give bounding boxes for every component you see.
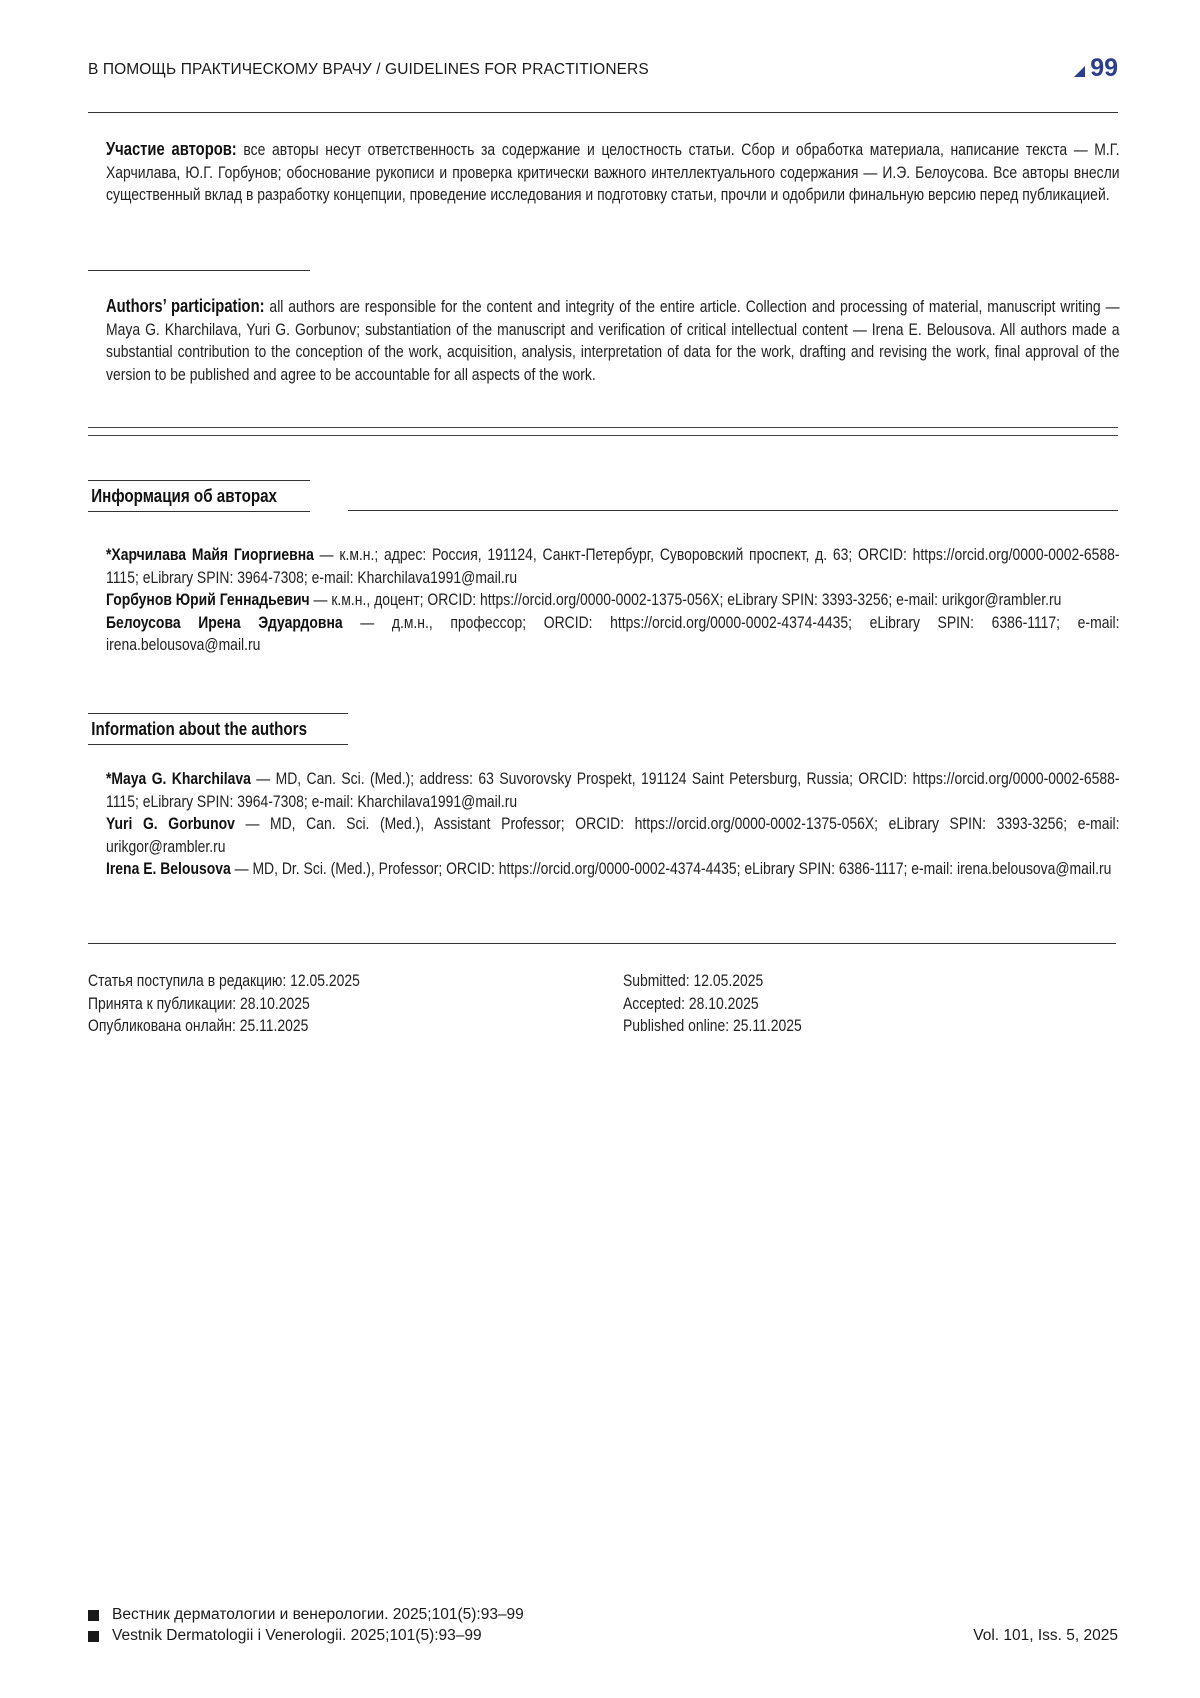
- footer-volume: Vol. 101, Iss. 5, 2025: [973, 1627, 1118, 1644]
- author-ru-2: [106, 589, 1120, 612]
- author-en-2-name: Yuri G. Gorbunov: [106, 814, 235, 833]
- double-rule-top: [88, 427, 1118, 428]
- date-published-ru: Опубликована онлайн: 25.11.2025: [88, 1016, 309, 1035]
- author-ru-3: [106, 612, 1120, 657]
- authors-ru-list: [106, 544, 1120, 657]
- author-en-1-details: — MD, Can. Sci. (Med.); address: 63 Suvorovsky Prospekt, 191124 Saint Petersburg, Russia; ORCID: https://orcid.org/0000-0002-6588-1115; eLibrary SPIN: 3964-7308; e-mail: Kharchilava1991@mail.ru: [106, 769, 1120, 811]
- author-en-3-name: Irena E. Belousova: [106, 859, 231, 878]
- footer-citation-en: [88, 1627, 482, 1645]
- authors-en-heading-box: [88, 713, 348, 745]
- dates-en: [623, 970, 802, 1038]
- date-submitted-ru: Статья поступила в редакцию: 12.05.2025: [88, 971, 360, 990]
- date-published-en: Published online: 25.11.2025: [623, 1016, 802, 1035]
- double-rule-bottom: [88, 435, 1118, 436]
- author-en-1: [106, 768, 1120, 813]
- participation-en: [106, 295, 1120, 386]
- footer-citation-ru: [88, 1606, 524, 1624]
- date-submitted-en: Submitted: 12.05.2025: [623, 971, 764, 990]
- dates-ru: [88, 970, 360, 1038]
- authors-ru-heading-rule: [348, 510, 1118, 511]
- page-number: 99: [1090, 54, 1118, 82]
- square-bullet-icon: [88, 1610, 99, 1621]
- authors-ru-heading-box: [88, 480, 310, 512]
- page-number-block: [1074, 54, 1118, 83]
- section-divider-short: [88, 270, 310, 271]
- date-accepted-en: Accepted: 28.10.2025: [623, 993, 759, 1013]
- author-ru-1: [106, 544, 1120, 589]
- author-ru-1-name: *Харчилава Майя Гиоргиевна: [106, 545, 314, 564]
- author-ru-1-details: — к.м.н.; адрес: Россия, 191124, Санкт-Петербург, Суворовский проспект, д. 63; ORCID: https://orcid.org/0000-0002-6588-1115; eLibrary SPIN: 3964-7308; e-mail: Kharchilava1991@mail.ru: [106, 545, 1120, 587]
- author-en-1-name: *Maya G. Kharchilava: [106, 769, 251, 788]
- authors-en-heading: Information about the authors: [91, 718, 308, 739]
- author-ru-2-name: Горбунов Юрий Геннадьевич: [106, 590, 310, 609]
- running-title: В ПОМОЩЬ ПРАКТИЧЕСКОМУ ВРАЧУ / GUIDELINES FOR PRACTITIONERS: [88, 61, 649, 78]
- triangle-icon: [1074, 66, 1085, 77]
- author-en-2: [106, 813, 1120, 858]
- date-accepted-ru: Принята к публикации: 28.10.2025: [88, 993, 310, 1013]
- participation-ru: [106, 138, 1120, 207]
- author-en-3: [106, 858, 1120, 881]
- citation-ru-text: Вестник дерматологии и венерологии. 2025;101(5):93–99: [112, 1606, 524, 1623]
- author-ru-3-name: Белоусова Ирена Эдуардовна: [106, 612, 343, 632]
- authors-en-list: [106, 768, 1120, 881]
- dates-divider: [88, 943, 1116, 944]
- author-ru-2-details: — к.м.н., доцент; ORCID: https://orcid.org/0000-0002-1375-056X; eLibrary SPIN: 3393-3256; e-mail: urikgor@rambler.ru: [313, 590, 1062, 609]
- participation-en-label: Authors’ participation:: [106, 296, 265, 316]
- participation-en-text: all authors are responsible for the content and integrity of the entire article. Collection and processing of material, manuscript writing — Maya G. Kharchilava, Yuri G. Gorbunov; substantiation of the manuscript and verification of critical intellectual content — Irena E. Belousova. All authors made a substantial contribution to the conception of the work, acquisition, analysis, interpretation of data for the work, drafting and revising the work, final approval of the version to be published and agree to be accountable for all aspects of the work.: [106, 297, 1120, 384]
- square-bullet-icon: [88, 1631, 99, 1642]
- participation-ru-label: Участие авторов:: [106, 139, 237, 159]
- header-rule: [88, 112, 1118, 113]
- author-ru-3-details: — д.м.н., профессор; ORCID: https://orcid.org/0000-0002-4374-4435; eLibrary SPIN: 6386-1117; e-mail: irena.belousova@mail.ru: [106, 612, 1120, 654]
- author-en-2-details: — MD, Can. Sci. (Med.), Assistant Professor; ORCID: https://orcid.org/0000-0002-1375-056X; eLibrary SPIN: 3393-3256; e-mail: urikgor@rambler.ru: [106, 814, 1120, 856]
- participation-ru-text: все авторы несут ответственность за содержание и целостность статьи. Сбор и обработка материала, написание текста — М.Г. Харчилава, Ю.Г. Горбунов; обоснование рукописи и проверка критически важного интеллектуального содержания — И.Э. Белоусова. Все авторы внесли существенный вклад в разработку концепции, проведение исследования и подготовку статьи, прочли и одобрили финальную версию перед публикацией.: [106, 140, 1120, 204]
- authors-ru-heading: Информация об авторах: [91, 485, 277, 506]
- author-en-3-details: — MD, Dr. Sci. (Med.), Professor; ORCID: https://orcid.org/0000-0002-4374-4435; eLibrary SPIN: 6386-1117; e-mail: irena.belousova@mail.ru: [234, 859, 1112, 878]
- citation-en-text: Vestnik Dermatologii i Venerologii. 2025;101(5):93–99: [112, 1627, 482, 1644]
